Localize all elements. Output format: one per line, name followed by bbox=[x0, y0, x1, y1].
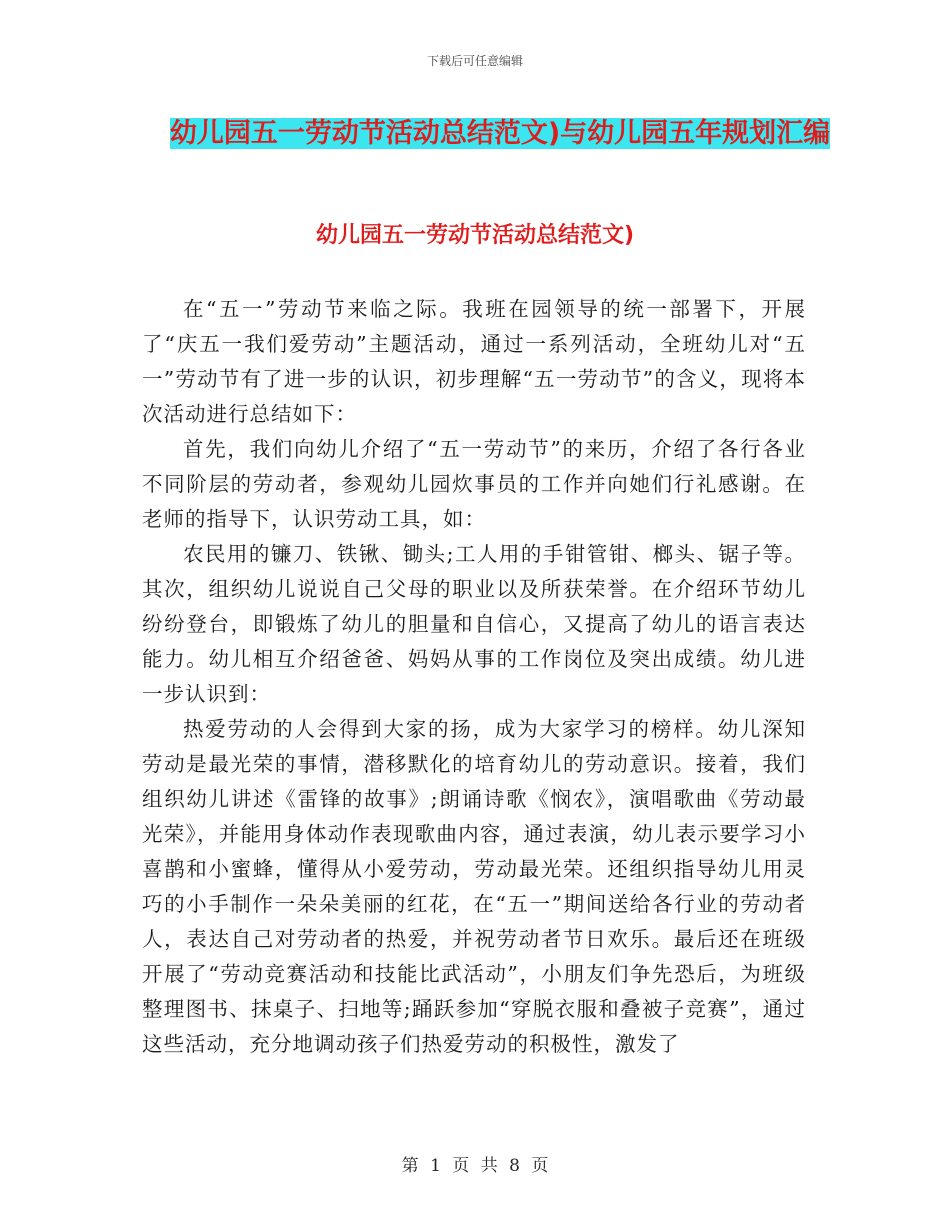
document-body bbox=[142, 292, 806, 1062]
paragraph-2: 首先，我们向幼儿介绍了“五一劳动节”的来历，介绍了各行各业不同阶层的劳动者，参观幼儿园炊事员的工作并向她们行礼感谢。在老师的指导下，认识劳动工具，如： bbox=[142, 437, 806, 531]
paragraph-1: 在“五一”劳动节来临之际。我班在园领导的统一部署下，开展了“庆五一我们爱劳动”主题活动，通过一系列活动，全班幼儿对“五一”劳动节有了进一步的认识，初步理解“五一劳动节”的含义，现将本次活动进行总结如下： bbox=[142, 297, 806, 426]
paragraph-4: 热爱劳动的人会得到大家的扬，成为大家学习的榜样。幼儿深知劳动是最光荣的事情，潜移默化的培育幼儿的劳动意识。接着，我们组织幼儿讲述《雷锋的故事》;朗诵诗歌《悯农》，演唱歌曲《劳动最光荣》，并能用身体动作表现歌曲内容，通过表演，幼儿表示要学习小喜鹊和小蜜蜂，懂得从小爱劳动，劳动最光荣。还组织指导幼儿用灵巧的小手制作一朵朵美丽的红花，在“五一”期间送给各行业的劳动者人，表达自己对劳动者的热爱，并祝劳动者节日欢乐。最后还在班级开展了“劳动竞赛活动和技能比武活动”，小朋友们争先恐后，为班级整理图书、抹桌子、扫地等;踊跃参加“穿脱衣服和叠被子竞赛”，通过这些活动，充分地调动孩子们热爱劳动的积极性，激发了 bbox=[142, 717, 806, 1056]
section-title: 幼儿园五一劳动节活动总结范文) bbox=[315, 223, 635, 248]
document-title bbox=[140, 110, 860, 158]
page-header-note: 下载后可任意编辑 bbox=[426, 54, 523, 68]
document-title-text: 幼儿园五一劳动节活动总结范文)与幼儿园五年规划汇编 bbox=[169, 118, 831, 149]
page-number-footer: 第 1 页 共 8 页 bbox=[401, 1156, 549, 1176]
paragraph-3: 农民用的镰刀、铁锹、锄头;工人用的手钳管钳、榔头、锯子等。其次，组织幼儿说说自己父母的职业以及所获荣誉。在介绍环节幼儿纷纷登台，即锻炼了幼儿的胆量和自信心，又提高了幼儿的语言表达能力。幼儿相互介绍爸爸、妈妈从事的工作岗位及突出成绩。幼儿进一步认识到： bbox=[142, 542, 806, 706]
